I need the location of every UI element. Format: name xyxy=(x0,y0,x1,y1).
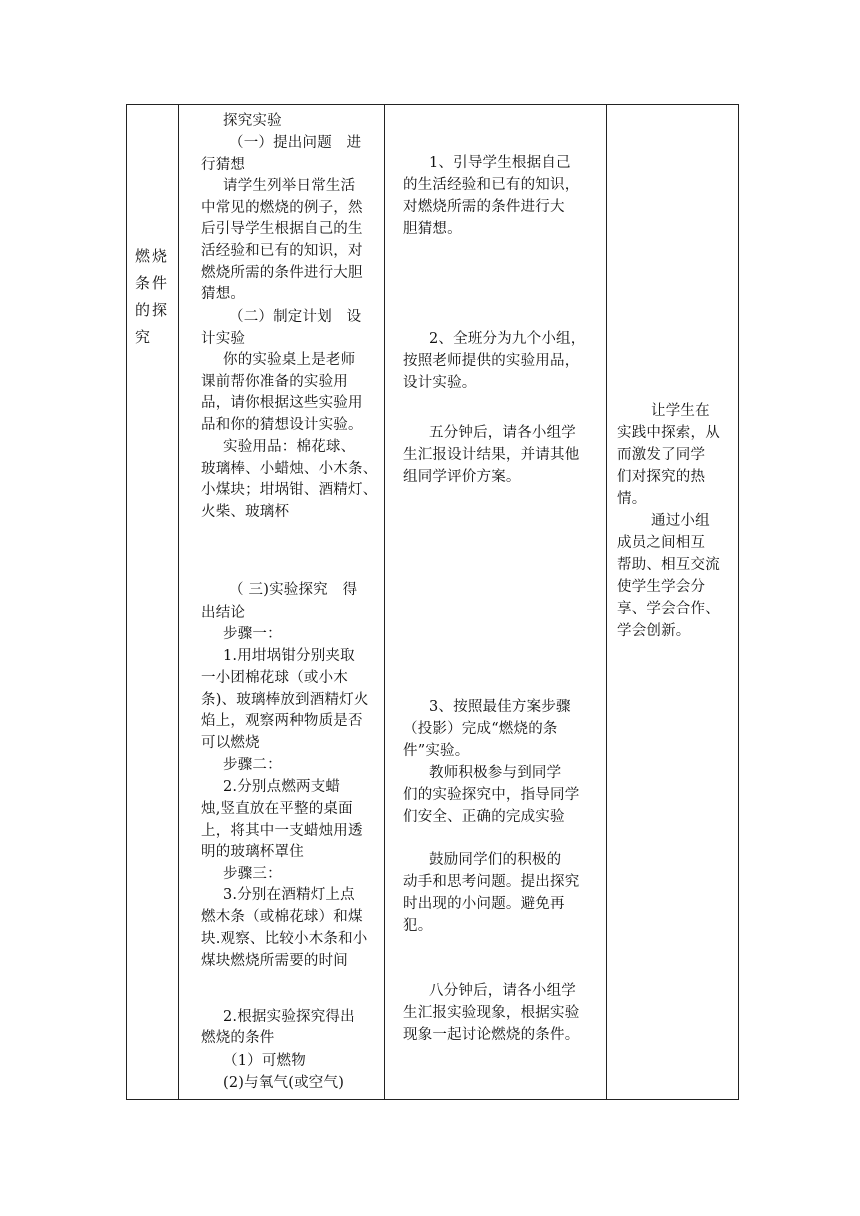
teacher-activity-line: 件”实验。 xyxy=(403,743,470,759)
teacher-activity-line: 的生活经验和已有的知识， xyxy=(403,177,580,193)
content-text-line: 后引导学生根据自己的生 xyxy=(201,221,363,237)
content-text-line: 步骤三： xyxy=(223,866,282,882)
content-text-line: 3.分别在酒精灯上点 xyxy=(223,887,355,903)
teacher-activity-line: 八分钟后，请各小组学 xyxy=(429,983,576,999)
teacher-activity-line: 生汇报实验现象，根据实验 xyxy=(403,1005,580,1021)
content-text-line: 燃烧的条件 xyxy=(201,1030,275,1046)
design-purpose-line: 实践中探索，从 xyxy=(617,425,720,441)
content-text-line: 计实验 xyxy=(201,331,246,347)
content-text-line: （二）制定计划 设 xyxy=(229,309,362,325)
topic-label: 燃烧条件的探究 xyxy=(135,247,170,346)
content-text-line: 活经验和已有的知识，对 xyxy=(201,243,363,259)
teacher-activity-line: 鼓励同学们的积极的 xyxy=(429,852,562,868)
content-text-line: 猜想。 xyxy=(201,286,246,302)
teacher-activity-line: 犯。 xyxy=(403,918,433,934)
teacher-activity-line: 现象一起讨论燃烧的条件。 xyxy=(403,1027,580,1043)
content-text-line: 玻璃棒、小蜡烛、小木条、 xyxy=(201,461,378,477)
design-purpose-line: 帮助、相互交流 xyxy=(617,557,720,573)
topic-cell xyxy=(127,105,179,1100)
content-text-line: 课前帮你准备的实验用 xyxy=(201,374,348,390)
teacher-activity-line: 组同学评价方案。 xyxy=(403,469,521,485)
content-text-line: 条)、玻璃棒放到酒精灯火 xyxy=(201,692,369,708)
content-text-line: (2)与氧气(或空气) xyxy=(223,1075,345,1091)
design-purpose-line: 享、学会合作、 xyxy=(617,601,720,617)
teacher-activity-line: 3、按照最佳方案步骤 xyxy=(429,699,571,715)
teacher-activity-line: 对燃烧所需的条件进行大 xyxy=(403,199,565,215)
teacher-activity-line: 生汇报设计结果，并请其他 xyxy=(403,447,580,463)
content-text-line: （1）可燃物 xyxy=(223,1053,306,1069)
teacher-activity-line: 按照老师提供的实验用品， xyxy=(403,353,580,369)
content-text-line: 一小团棉花球（或小木 xyxy=(201,670,348,686)
teacher-activity-line: 2、全班分为九个小组， xyxy=(429,331,586,347)
content-text-line: 1.用坩埚钳分别夹取 xyxy=(223,648,355,664)
design-purpose-line: 使学生学会分 xyxy=(617,579,706,595)
teacher-activity-line: 设计实验。 xyxy=(403,375,477,391)
content-text-line: 上，将其中一支蜡烛用透 xyxy=(201,823,363,839)
teacher-activity-cell xyxy=(385,105,607,1100)
content-text-line: 探究实验 xyxy=(223,113,282,129)
content-text-line: 出结论 xyxy=(201,605,246,621)
design-purpose-line: 而激发了同学 xyxy=(617,447,706,463)
teacher-activity-line: 胆猜想。 xyxy=(403,221,462,237)
content-text-line: 火柴、玻璃杯 xyxy=(201,504,290,520)
content-cell xyxy=(179,105,385,1100)
content-text-line: 请学生列举日常生活 xyxy=(223,178,356,194)
content-text-line: 步骤二： xyxy=(223,757,282,773)
content-text-line: 烛,竖直放在平整的桌面 xyxy=(201,801,353,817)
content-text-line: 2.根据实验探究得出 xyxy=(223,1009,355,1025)
teacher-activity-line: 1、引导学生根据自己 xyxy=(429,155,571,171)
teacher-activity-line: 动手和思考问题。提出探究 xyxy=(403,874,580,890)
content-text-line: 步骤一： xyxy=(223,626,282,642)
teacher-activity-line: 们安全、正确的完成实验 xyxy=(403,809,565,825)
design-purpose-line: 成员之间相互 xyxy=(617,535,706,551)
design-purpose-line: 让学生在 xyxy=(651,403,710,419)
design-purpose-cell xyxy=(607,105,739,1100)
teacher-activity-line: 时出现的小问题。避免再 xyxy=(403,896,565,912)
content-text-line: 行猜想 xyxy=(201,157,246,173)
content-text-line: 小煤块；坩埚钳、酒精灯、 xyxy=(201,482,378,498)
design-purpose-line: 通过小组 xyxy=(651,513,710,529)
content-text-line: （一）提出问题 进 xyxy=(229,135,362,151)
content-text-line: 块.观察、比较小木条和小 xyxy=(201,931,368,947)
teacher-activity-line: （投影）完成“燃烧的条 xyxy=(403,721,558,737)
content-text-line: （ 三)实验探究 得 xyxy=(229,582,358,598)
content-text-line: 2.分别点燃两支蜡 xyxy=(223,779,341,795)
content-text-line: 实验用品：棉花球、 xyxy=(223,439,356,455)
content-text-line: 燃木条（或棉花球）和煤 xyxy=(201,909,363,925)
content-text-line: 煤块燃烧所需要的时间 xyxy=(201,953,348,969)
teacher-activity-line: 教师积极参与到同学 xyxy=(429,765,562,781)
teacher-activity-line: 五分钟后，请各小组学 xyxy=(429,425,576,441)
content-text-line: 燃烧所需的条件进行大胆 xyxy=(201,265,363,281)
design-purpose-line: 学会创新。 xyxy=(617,623,691,639)
content-text-line: 明的玻璃杯罩住 xyxy=(201,844,304,860)
table-row xyxy=(127,105,739,1100)
content-text-line: 你的实验桌上是老师 xyxy=(223,352,356,368)
content-text-line: 中常见的燃烧的例子，然 xyxy=(201,200,363,216)
design-purpose-line: 们对探究的热 xyxy=(617,469,706,485)
design-purpose-line: 情。 xyxy=(617,491,647,507)
content-text-line: 品，请你根据这些实验用 xyxy=(201,395,363,411)
lesson-plan-table xyxy=(126,104,739,1100)
content-text-line: 可以燃烧 xyxy=(201,735,260,751)
content-text-line: 品和你的猜想设计实验。 xyxy=(201,417,363,433)
content-text-line: 焰上，观察两种物质是否 xyxy=(201,713,363,729)
teacher-activity-line: 们的实验探究中，指导同学 xyxy=(403,787,580,803)
